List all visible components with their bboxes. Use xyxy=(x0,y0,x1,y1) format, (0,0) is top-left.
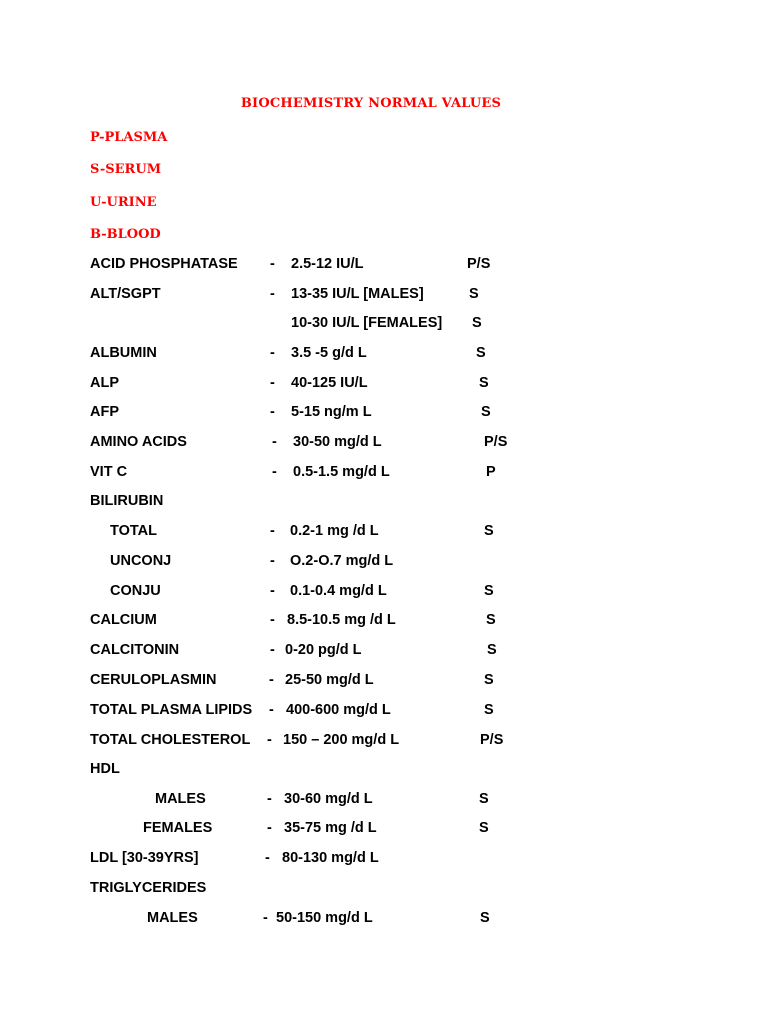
test-name: BILIRUBIN xyxy=(90,493,164,509)
value-row xyxy=(0,880,768,900)
test-name: VIT C xyxy=(90,464,128,480)
value-row xyxy=(0,702,768,722)
normal-range: 2.5-12 IU/L xyxy=(291,256,364,272)
separator-dash: - xyxy=(267,791,272,807)
specimen-code: P/S xyxy=(480,732,504,748)
specimen-code: S xyxy=(481,404,491,420)
separator-dash: - xyxy=(269,702,274,718)
test-name: MALES xyxy=(155,791,206,807)
normal-range: 25-50 mg/d L xyxy=(285,672,374,688)
normal-range: 5-15 ng/m L xyxy=(291,404,372,420)
separator-dash: - xyxy=(265,850,270,866)
specimen-code: S xyxy=(486,612,496,628)
specimen-code: S xyxy=(484,702,494,718)
value-row xyxy=(0,791,768,811)
separator-dash: - xyxy=(270,256,275,272)
separator-dash: - xyxy=(270,286,275,302)
separator-dash: - xyxy=(270,345,275,361)
normal-range: 35-75 mg /d L xyxy=(284,820,377,836)
normal-range: 150 – 200 mg/d L xyxy=(283,732,400,748)
test-name: ALT/SGPT xyxy=(90,286,161,302)
test-name: AFP xyxy=(90,404,119,420)
value-row xyxy=(0,493,768,513)
specimen-code: S xyxy=(472,315,482,331)
legend-item: B-BLOOD xyxy=(90,227,161,242)
specimen-code: S xyxy=(476,345,486,361)
specimen-code: S xyxy=(487,642,497,658)
test-name: HDL xyxy=(90,761,120,777)
specimen-code: S xyxy=(484,523,494,539)
legend-item: P-PLASMA xyxy=(90,130,168,145)
specimen-code: S xyxy=(479,791,489,807)
value-row xyxy=(0,523,768,543)
separator-dash: - xyxy=(267,820,272,836)
value-row xyxy=(0,672,768,692)
specimen-code: P/S xyxy=(484,434,508,450)
separator-dash: - xyxy=(267,732,272,748)
specimen-code: S xyxy=(479,375,489,391)
test-name: TRIGLYCERIDES xyxy=(90,880,207,896)
normal-range: 30-50 mg/d L xyxy=(293,434,382,450)
normal-range: 13-35 IU/L [MALES] xyxy=(291,286,424,302)
specimen-code: P/S xyxy=(467,256,491,272)
separator-dash: - xyxy=(270,404,275,420)
test-name: CERULOPLASMIN xyxy=(90,672,217,688)
page-title: BIOCHEMISTRY NORMAL VALUES xyxy=(240,96,502,111)
value-row xyxy=(0,820,768,840)
normal-range: 50-150 mg/d L xyxy=(276,910,373,926)
normal-range: 0.2-1 mg /d L xyxy=(290,523,379,539)
test-name: TOTAL xyxy=(110,523,157,539)
test-name: LDL [30-39YRS] xyxy=(90,850,199,866)
separator-dash: - xyxy=(269,672,274,688)
normal-range: 80-130 mg/d L xyxy=(282,850,379,866)
separator-dash: - xyxy=(270,553,275,569)
value-row xyxy=(0,464,768,484)
value-row xyxy=(0,434,768,454)
value-row xyxy=(0,910,768,930)
value-row xyxy=(0,612,768,632)
value-row xyxy=(0,761,768,781)
value-row xyxy=(0,315,768,335)
specimen-code: P xyxy=(486,464,496,480)
value-row xyxy=(0,375,768,395)
specimen-code: S xyxy=(479,820,489,836)
separator-dash: - xyxy=(270,642,275,658)
separator-dash: - xyxy=(270,612,275,628)
test-name: ACID PHOSPHATASE xyxy=(90,256,238,272)
separator-dash: - xyxy=(272,464,277,480)
separator-dash: - xyxy=(270,523,275,539)
specimen-code: S xyxy=(480,910,490,926)
separator-dash: - xyxy=(270,375,275,391)
normal-range: 0.5-1.5 mg/d L xyxy=(293,464,390,480)
test-name: FEMALES xyxy=(143,820,213,836)
test-name: CALCIUM xyxy=(90,612,157,628)
separator-dash: - xyxy=(263,910,268,926)
normal-range: 400-600 mg/d L xyxy=(286,702,391,718)
separator-dash: - xyxy=(270,583,275,599)
legend-item: S-SERUM xyxy=(90,162,162,177)
value-row xyxy=(0,256,768,276)
legend-item: U-URINE xyxy=(90,195,157,210)
test-name: MALES xyxy=(147,910,198,926)
test-name: CONJU xyxy=(110,583,161,599)
test-name: TOTAL CHOLESTEROL xyxy=(90,732,251,748)
value-row xyxy=(0,404,768,424)
value-row xyxy=(0,345,768,365)
normal-range: 8.5-10.5 mg /d L xyxy=(287,612,396,628)
value-row xyxy=(0,286,768,306)
test-name: TOTAL PLASMA LIPIDS xyxy=(90,702,253,718)
value-row xyxy=(0,553,768,573)
normal-range: 3.5 -5 g/d L xyxy=(291,345,367,361)
normal-range: 0.1-0.4 mg/d L xyxy=(290,583,387,599)
normal-range: O.2-O.7 mg/d L xyxy=(290,553,394,569)
normal-range: 30-60 mg/d L xyxy=(284,791,373,807)
test-name: AMINO ACIDS xyxy=(90,434,187,450)
value-row xyxy=(0,732,768,752)
specimen-code: S xyxy=(484,672,494,688)
normal-range: 10-30 IU/L [FEMALES] xyxy=(291,315,443,331)
test-name: ALP xyxy=(90,375,119,391)
separator-dash: - xyxy=(272,434,277,450)
normal-range: 0-20 pg/d L xyxy=(285,642,362,658)
test-name: ALBUMIN xyxy=(90,345,157,361)
value-row xyxy=(0,642,768,662)
test-name: UNCONJ xyxy=(110,553,172,569)
specimen-code: S xyxy=(469,286,479,302)
value-row xyxy=(0,850,768,870)
value-row xyxy=(0,583,768,603)
specimen-code: S xyxy=(484,583,494,599)
test-name: CALCITONIN xyxy=(90,642,180,658)
normal-range: 40-125 IU/L xyxy=(291,375,368,391)
